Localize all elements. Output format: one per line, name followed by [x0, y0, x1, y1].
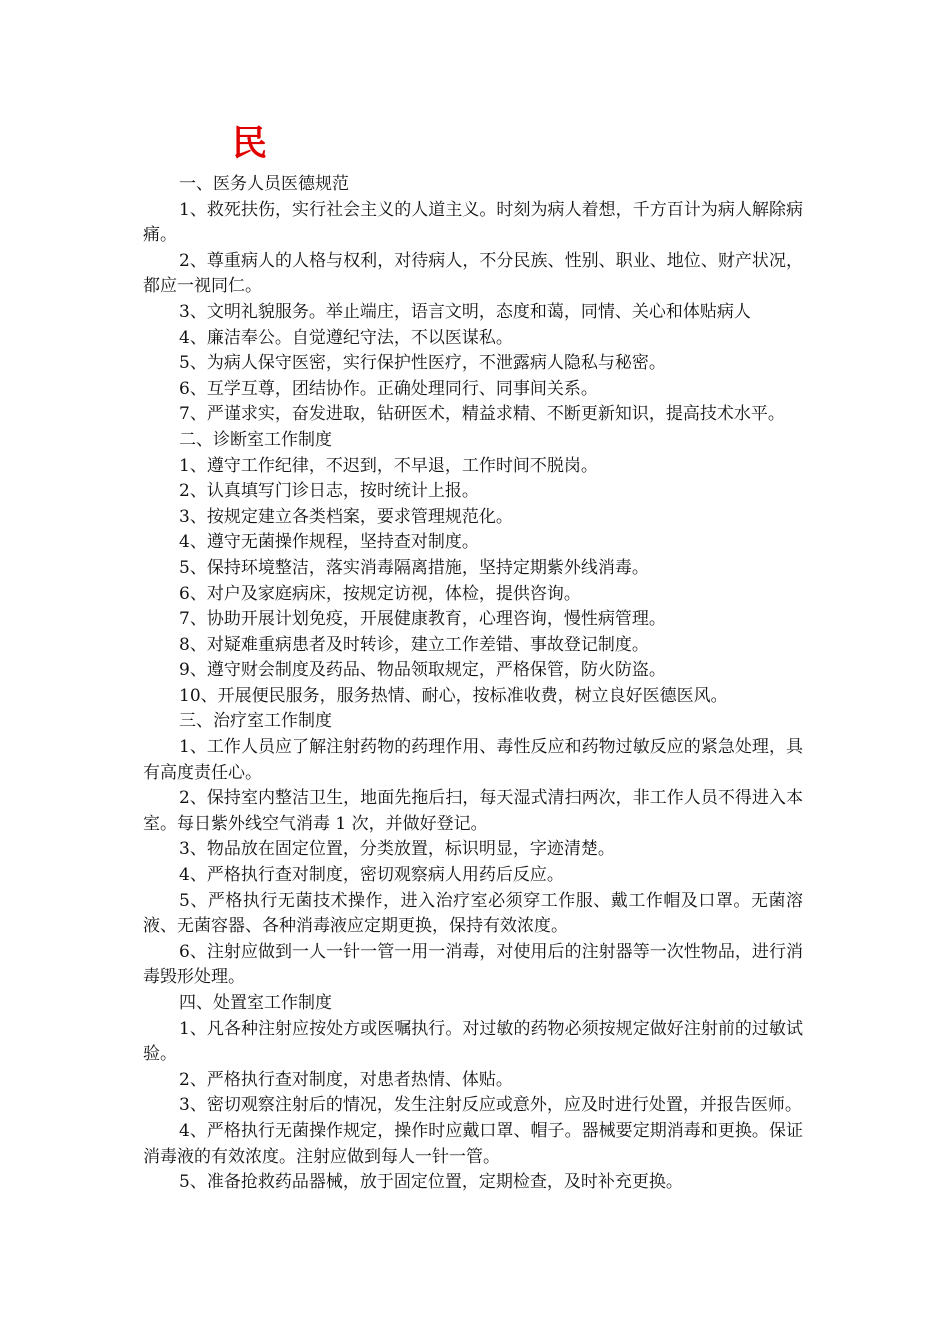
document-body [143, 172, 803, 1196]
paragraph: 5、准备抢救药品器械，放于固定位置，定期检查，及时补充更换。 [179, 1172, 683, 1193]
paragraph: 3、密切观察注射后的情况，发生注射反应或意外，应及时进行处置，并报告医师。 [179, 1095, 802, 1116]
section-title: 一、医务人员医德规范 [179, 174, 349, 194]
section-title: 二、诊断室工作制度 [179, 429, 332, 450]
paragraph: 1、救死扶伤，实行社会主义的人道主义。时刻为病人着想，千方百计为病人解除病痛。 [143, 199, 803, 246]
paragraph: 5、为病人保守医密，实行保护性医疗，不泄露病人隐私与秘密。 [179, 353, 666, 374]
paragraph: 4、严格执行查对制度，密切观察病人用药后反应。 [179, 865, 564, 886]
paragraph: 1、工作人员应了解注射药物的药理作用、毒性反应和药物过敏反应的紧急处理，具有高度责任心。 [143, 737, 803, 783]
paragraph: 5、严格执行无菌技术操作，进入治疗室必须穿工作服、戴工作帽及口罩。无菌溶液、无菌容器、各种消毒液应定期更换，保持有效浓度。 [143, 890, 803, 937]
paragraph: 3、文明礼貌服务。举止端庄，语言文明，态度和蔼，同情、关心和体贴病人 [179, 301, 751, 322]
paragraph: 1、凡各种注射应按处方或医嘱执行。对过敏的药物必须按规定做好注射前的过敏试验。 [143, 1018, 803, 1065]
section-title: 三、治疗室工作制度 [179, 711, 332, 732]
paragraph: 7、协助开展计划免疫，开展健康教育，心理咨询，慢性病管理。 [179, 609, 666, 630]
paragraph: 3、按规定建立各类档案，要求管理规范化。 [179, 506, 513, 527]
paragraph: 4、遵守无菌操作规程，坚持查对制度。 [179, 532, 479, 553]
paragraph: 4、严格执行无菌操作规定，操作时应戴口罩、帽子。器械要定期消毒和更换。保证消毒液的有效浓度。注射应做到每人一针一管。 [143, 1120, 803, 1167]
paragraph: 10、开展便民服务，服务热情、耐心，按标准收费，树立良好医德医风。 [179, 685, 728, 706]
paragraph: 6、互学互尊，团结协作。正确处理同行、同事间关系。 [179, 378, 598, 399]
paragraph: 6、注射应做到一人一针一管一用一消毒，对使用后的注射器等一次性物品，进行消毒毁形处理。 [143, 941, 803, 988]
paragraph: 2、保持室内整洁卫生，地面先拖后扫，每天湿式清扫两次，非工作人员不得进入本室。每日紫外线空气消毒 1 次，并做好登记。 [143, 788, 803, 834]
paragraph: 6、对户及家庭病床，按规定访视，体检，提供咨询。 [179, 583, 581, 604]
paragraph: 7、严谨求实，奋发进取，钻研医术，精益求精、不断更新知识，提高技术水平。 [179, 404, 785, 425]
paragraph: 2、严格执行查对制度，对患者热情、体贴。 [179, 1069, 513, 1090]
paragraph: 9、遵守财会制度及药品、物品领取规定，严格保管，防火防盗。 [179, 660, 666, 681]
paragraph: 1、遵守工作纪律，不迟到，不早退，工作时间不脱岗。 [179, 455, 598, 476]
paragraph: 4、廉洁奉公。自觉遵纪守法，不以医谋私。 [179, 327, 513, 348]
section-title: 四、处置室工作制度 [179, 993, 332, 1013]
header-char: 民 [232, 124, 268, 164]
paragraph: 5、保持环境整洁，落实消毒隔离措施，坚持定期紫外线消毒。 [179, 557, 649, 578]
paragraph: 2、认真填写门诊日志，按时统计上报。 [179, 481, 479, 502]
paragraph: 2、尊重病人的人格与权利，对待病人，不分民族、性别、职业、地位、财产状况，都应一视同仁。 [143, 250, 803, 297]
paragraph: 8、对疑难重病患者及时转诊，建立工作差错、事故登记制度。 [179, 634, 649, 655]
paragraph: 3、物品放在固定位置，分类放置，标识明显，字迹清楚。 [179, 839, 615, 860]
